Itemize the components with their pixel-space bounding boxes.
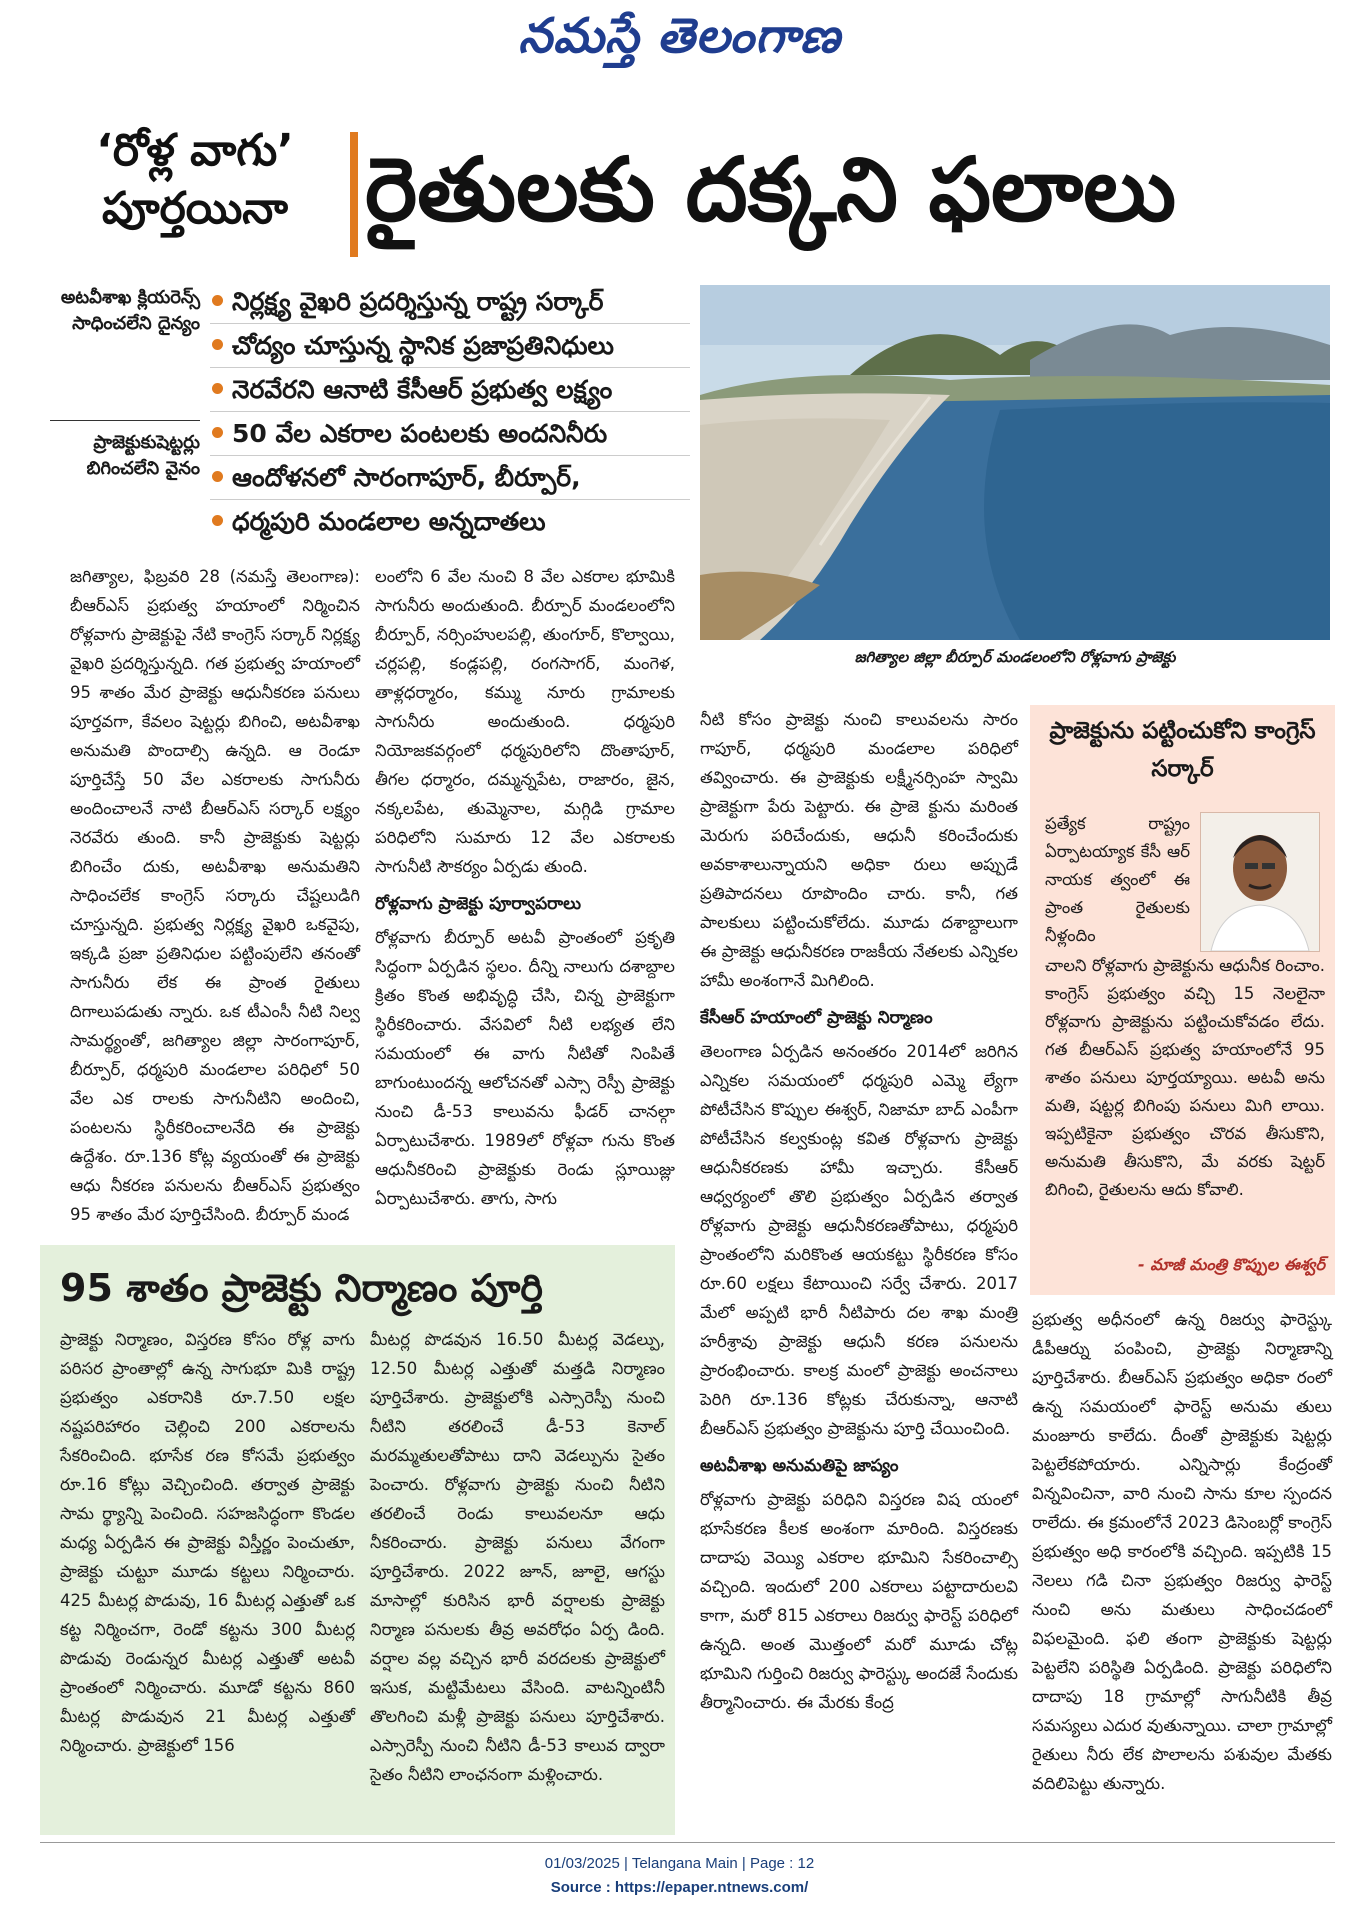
bullet-item: నెరవేరని ఆనాటి కేసీఆర్ ప్రభుత్వ లక్ష్యం [210,368,690,412]
bullet-item: ధర్మపురి మండలాల అన్నదాతలు [210,500,690,543]
side-tag-forest-clearance: అటవీశాఖ క్లియరెన్స్ సాధించలేని దైన్యం [60,287,200,334]
headline-divider [350,132,358,257]
footer [0,1852,1359,1900]
subheading-kcr: కేసీఆర్ హయాంలో ప్రాజెక్టు నిర్మాణం [700,1008,933,1028]
bullet-item: నిర్లక్ష్య వైఖరి ప్రదర్శిస్తున్న రాష్ట్ర సర్కార్ [210,280,690,324]
photo-caption: జగిత్యాల జిల్లా బీర్పూర్ మండలంలోని రోళ్లవాగు ప్రాజెక్టు [854,648,1176,666]
masthead-logo: నమస్తే తెలంగాణ [518,8,841,64]
quote-text-body: చాలని రోళ్లవాగు ప్రాజెక్టును ఆధునీక రించాం. కాంగ్రెస్ ప్రభుత్వం వచ్చి 15 నెలలైనా రోళ్లవాగు ప్రాజెక్టును పట్టించుకోవడం లేదు. గత బీఆర్ఎస్ ప్రభుత్వ హయాంలోనే 95 శాతం పనులు పూర్తయ్యాయి. అటవీ అను మతి, షట్టర్ల బిగింపు పనులు మిగి లాయి. ఇప్పటికైనా ప్రభుత్వం చొరవ తీసుకొని, అనుమతి తీసుకొని, మే వరకు షెట్టర్ బిగించి, రైతులను ఆదు కోవాలి. [1045,956,1325,1199]
bullet-item: 50 వేల ఎకరాల పంటలకు అందనినీరు [210,412,690,456]
side-tag-divider [50,420,200,421]
sidebar-box-column-2: మీటర్ల పొడవున 16.50 మీటర్ల వెడల్పు, 12.50 మీటర్ల ఎత్తుతో మత్తడి నిర్మాణం పూర్తిచేశారు. ప్రాజెక్టులోకి ఎస్సారెస్పీ నుంచి నీటిని తరలించే డీ-53 కెనాల్ మరమ్మతులతోపాటు దాని వెడల్పును సైతం పెంచారు. రోళ్లవాగు ప్రాజెక్టు నుంచి నీటిని తరలించే రెండు కాలువలనూ ఆధు నీకరించారు. ప్రాజెక్టు పనులు వేగంగా పూర్తిచేశారు. 2022 జూన్, జూలై, ఆగస్టు మాసాల్లో కురిసిన భారీ వర్షాలకు ప్రాజెక్టు నిర్మాణ పనులకు తీవ్ర అవరోధం ఏర్ప డింది. వర్షాల వల్ల వచ్చిన భారీ వరదలకు ప్రాజెక్టులో ఇసుక, మట్టిమేటలు వేసింది. వాటన్నింటినీ తొలగించి మళ్లీ ప్రాజెక్టు పనులు పూర్తిచేశారు. ఎస్సారెస్పీ నుంచి నీటిని డీ-53 కాలువ ద్వారా సైతం నీటిని లాంఛనంగా మళ్లించారు. [370,1330,665,1784]
bullet-list [210,280,690,543]
footer-divider [40,1842,1335,1843]
quote-text-top: ప్రత్యేక రాష్ట్రం ఏర్పాటయ్యాక కేసీ ఆర్ నాయక త్వంలో ఈ ప్రాంత రైతులకు నీళ్లందిం [1045,814,1190,945]
portrait-photo [1200,812,1320,952]
kicker-line-1: ‘రోళ్ల వాగు’ [96,125,294,176]
article-column-4: ప్రభుత్వ అధీనంలో ఉన్న రిజర్వు ఫారెస్ట్కు డీపీఆర్ను పంపించి, ప్రాజెక్టు నిర్మాణాన్ని పూర్తిచేశారు. బీఆర్ఎస్ ప్రభుత్వం అధికా రంలో ఉన్న సమయంలో ఫారెస్ట్ అనుమ తులు మంజూరు కాలేదు. దీంతో ప్రాజెక్టుకు షెట్టర్లు పెట్టలేకపోయారు. ఎన్నిసార్లు కేంద్రంతో విన్నవించినా, వారి నుంచి సాను కూల స్పందన రాలేదు. ఈ క్రమంలోనే 2023 డిసెంబర్లో కాంగ్రెస్ ప్రభుత్వం అధి కారంలోకి వచ్చింది. ఇప్పటికి 15 నెలలు గడి చినా ప్రభుత్వం రిజర్వు ఫారెస్ట్ నుంచి అను మతులు సాధించడంలో విఫలమైంది. ఫలి తంగా ప్రాజెక్టుకు షెట్టర్లు పెట్టలేని పరిస్థితి ఏర్పడింది. ప్రాజెక్టు పరిధిలోని దాదాపు 18 గ్రామాల్లో సాగునీటికి తీవ్ర సమస్యలు ఎదుర వుతున్నాయి. చాలా గ్రామాల్లో రైతులు నీరు లేక పొలాలను పశువుల మేతకు వదిలిపెట్టు తున్నారు. [1032,1310,1332,1793]
footer-date-page: 01/03/2025 | Telangana Main | Page : 12 [544,1855,815,1872]
side-tag-shutters: ప్రాజెక్టుకుషెట్టర్లు బిగించలేని వైనం [86,432,200,479]
article-column-1: జగిత్యాల, ఫిబ్రవరి 28 (నమస్తే తెలంగాణ): బీఆర్ఎస్ ప్రభుత్వ హయాంలో నిర్మించిన రోళ్లవాగు ప్రాజెక్టుపై నేటి కాంగ్రెస్ సర్కార్ నిర్లక్ష్య వైఖరి ప్రదర్శిస్తున్నది. గత ప్రభుత్వ హయాంలో 95 శాతం మేర ప్రాజెక్టు ఆధునీకరణ పనులు పూర్తవగా, కేవలం షెట్టర్లు బిగించి, అటవీశాఖ అనుమతి పొందాల్సి ఉన్నది. ఆ రెండూ పూర్తిచేస్తే 50 వేల ఎకరాలకు సాగునీరు అందించాలనే నాటి బీఆర్ఎస్ సర్కార్ లక్ష్యం నెరవేరు తుంది. కానీ ప్రాజెక్టుకు షెట్టర్లు బిగించేం దుకు, అటవీశాఖ అనుమతిని సాధించలేక కాంగ్రెస్ సర్కారు చేష్టలుడిగి చూస్తున్నది. ప్రభుత్వ నిర్లక్ష్య వైఖరి ఒకవైపు, ఇక్కడి ప్రజా ప్రతినిధుల పట్టింపులేని తనంతో సాగునీరు లేక ఈ ప్రాంత రైతులు దిగాలుపడుతు న్నారు. ఒక టీఎంసీ నీటి నిల్వ సామర్థ్యంతో, జగిత్యాల జిల్లా సారంగాపూర్, బీర్పూర్, ధర్మపురి మండలాల పరిధిలో 50 వేల ఎక రాలకు సాగునీటిని అందించి, పంటలను స్థిరీకరించాలనేది ఈ ప్రాజెక్టు ఉద్దేశం. రూ.136 కోట్ల వ్యయంతో ఈ ప్రాజెక్టు ఆధు నీకరణ పనులను బీఆర్ఎస్ ప్రభుత్వం 95 శాతం మేర పూర్తిచేసింది. బీర్పూర్ మండ [70,567,360,1224]
bullet-item: చోద్యం చూస్తున్న స్థానిక ప్రజాప్రతినిధులు [210,324,690,368]
quote-box-title: ప్రాజెక్టును పట్టించుకోని కాంగ్రెస్ సర్కార్ [1049,718,1316,782]
kcr-text: తెలంగాణ ఏర్పడిన అనంతరం 2014లో జరిగిన ఎన్నికల సమయంలో ధర్మపురి ఎమ్మె ల్యేగా పోటీచేసిన కొప్పుల ఈశ్వర్, నిజామా బాద్ ఎంపీగా పోటీచేసిన కల్వకుంట్ల కవిత రోళ్లవాగు ప్రాజెక్టు ఆధునీకరణకు హామీ ఇచ్చారు. కేసీఆర్ ఆధ్వర్యంలో తొలి ప్రభుత్వం ఏర్పడిన తర్వాత రోళ్లవాగు ప్రాజెక్టు ఆధునీకరణతోపాటు, ధర్మపురి ప్రాంతంలోని మరికొంత ఆయకట్టు స్థిరీకరణ కోసం రూ.60 లక్షలు కేటాయించి సర్వే చేశారు. 2017 మేలో అప్పటి భారీ నీటిపారు దల శాఖ మంత్రి హరీశ్రావు ప్రాజెక్టు ఆధునీ కరణ పనులను ప్రారంభించారు. కాలక్ర మంలో ప్రాజెక్టు అంచనాలు పెరిగి రూ.136 కోట్లకు చేరుకున్నా, ఆనాటి బీఆర్ఎస్ ప్రభుత్వం ప్రాజెక్టును పూర్తి చేయించింది. [700,1042,1018,1438]
kicker [50,122,340,238]
subheading-forest: అటవీశాఖ అనుమతిపై జాప్యం [700,1456,899,1476]
sidebar-box-title: 95 శాతం ప్రాజెక్టు నిర్మాణం పూర్తి [60,1266,543,1310]
quote-attribution: - మాజీ మంత్రి కొప్పుల ఈశ్వర్ [1138,1255,1325,1274]
column-2-text: లంలోని 6 వేల నుంచి 8 వేల ఎకరాల భూమికి సాగునీరు అందుతుంది. బీర్పూర్ మండలంలోని బీర్పూర్, నర్సింహులపల్లి, తుంగూర్, కొల్వాయి, చర్లపల్లి, కండ్లపల్లి, రంగసాగర్, మంగెళ, తాళ్లధర్మారం, కమ్ము నూరు గ్రామాలకు సాగునీరు అందుతుంది. ధర్మపురి నియోజకవర్గంలో ధర్మపురిలోని దొంతాపూర్, తీగల ధర్మారం, దమ్మన్నపేట, రాజారం, జైన, నక్కలపేట, తుమ్మెనాల, మగ్గిడి గ్రామాల పరిధిలోని సుమారు 12 వేల ఎకరాలకు సాగునీటి సౌకర్యం ఏర్పడు తుంది. [375,567,675,876]
footer-source: Source : https://epaper.ntnews.com/ [550,1879,809,1896]
project-photo [700,285,1330,640]
forest-text: రోళ్లవాగు ప్రాజెక్టు పరిధిని విస్తరణ విష యంలో భూసేకరణ కీలక అంశంగా మారింది. విస్తరణకు దాదాపు వెయ్యి ఎకరాల భూమిని సేకరించాల్సి వచ్చింది. ఇందులో 200 ఎకరాలు పట్టాదారులవి కాగా, మరో 815 ఎకరాలు రిజర్వు ఫారెస్ట్ పరిధిలో ఉన్నది. అంత మొత్తంలో మరో మూడు చోట్ల భూమిని గుర్తించి రిజర్వు ఫారెస్ట్కు అందజే సేందుకు తీర్మానించారు. ఈ మేరకు కేంద్ర [700,1490,1018,1712]
history-text: రోళ్లవాగు బీర్పూర్ అటవీ ప్రాంతంలో ప్రకృతి సిద్ధంగా ఏర్పడిన స్థలం. దీన్ని నాలుగు దశాబ్దాల క్రితం కొంత అభివృద్ధి చేసి, చిన్న ప్రాజెక్టుగా స్థిరీకరించారు. వేసవిలో నీటి లభ్యత లేని సమయంలో ఈ వాగు నీటితో నింపితే బాగుంటుందన్న ఆలోచనతో ఎస్సా రెస్పీ ప్రాజెక్టు నుంచి డీ-53 కాలువను ఫీడర్ చానల్గా ఏర్పాటుచేశారు. 1989లో రోళ్లవా గును కొంత ఆధునీకరించి ప్రాజెక్టుకు రెండు స్లూయిజ్లు ఏర్పాటుచేశారు. తాగు, సాగు [375,928,675,1208]
sidebar-box-column-1: ప్రాజెక్టు నిర్మాణం, విస్తరణ కోసం రోళ్ల వాగు పరిసర ప్రాంతాల్లో ఉన్న సాగుభూ మికి రాష్ట్ర ప్రభుత్వం ఎకరానికి రూ.7.50 లక్షల నష్టపరిహారం చెల్లించి 200 ఎకరాలను సేకరించింది. భూసేక రణ కోసమే ప్రభుత్వం రూ.16 కోట్లు వెచ్చించింది. తర్వాత ప్రాజెక్టు సామ ర్థ్యాన్ని పెంచింది. సహజసిద్ధంగా కొండల మధ్య ఏర్పడిన ఈ ప్రాజెక్టు విస్తీర్ణం పెంచుతూ, ప్రాజెక్టు చుట్టూ మూడు కట్టలు నిర్మించారు. 425 మీటర్ల పొడువు, 16 మీటర్ల ఎత్తుతో ఒక కట్ట నిర్మించగా, రెండో కట్టను 300 మీటర్ల పొడువు రెండున్నర మీటర్ల ఎత్తుతో అటవీ ప్రాంతంలో నిర్మించారు. మూడో కట్టను 860 మీటర్ల పొడువున 21 మీటర్ల ఎత్తుతో నిర్మించారు. ప్రాజెక్టులో 156 [60,1330,355,1755]
kicker-line-2: పూర్తయినా [102,183,288,234]
article-column-3 [700,705,1018,1717]
headline: రైతులకు దక్కని ఫలాలు [365,138,1177,241]
subheading-history: రోళ్లవాగు ప్రాజెక్టు పూర్వాపరాలు [375,894,582,914]
bullet-item: ఆందోళనలో సారంగాపూర్, బీర్పూర్, [210,456,690,500]
article-column-2 [375,562,675,1213]
column-3-text: నీటి కోసం ప్రాజెక్టు నుంచి కాలువలను సారం గాపూర్, ధర్మపురి మండలాల పరిధిలో తవ్వించారు. ఈ ప్రాజెక్టుకు లక్ష్మీనర్సింహ స్వామి ప్రాజెక్టుగా పేరు పెట్టారు. ఈ ప్రాజె క్టును మరింత మెరుగు పరిచేందుకు, ఆధునీ కరించేందుకు అవకాశాలున్నాయని అధికా రులు అప్పుడే ప్రతిపాదనలు రూపొందిం చారు. కానీ, గత పాలకులు పట్టించుకోలేదు. మూడు దశాబ్దాలుగా ఈ ప్రాజెక్టు ఆధునీకరణ రాజకీయ నేతలకు ఎన్నికల హామీ అంశంగానే మిగిలింది. [700,710,1018,990]
